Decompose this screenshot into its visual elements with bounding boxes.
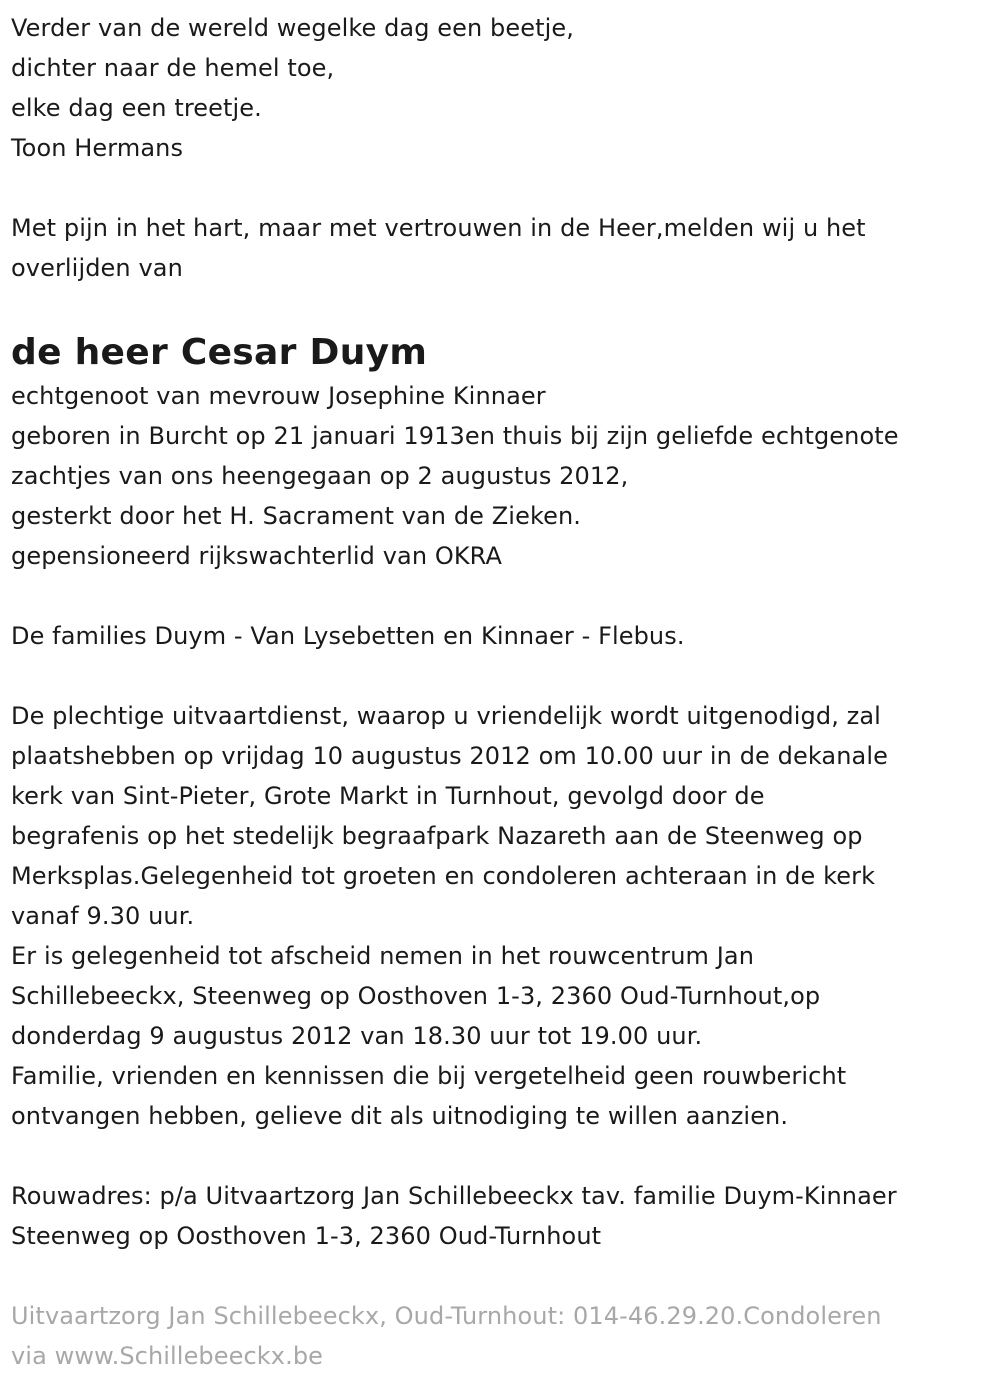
service-line: Er is gelegenheid tot afscheid nemen in het rouwcentrum Jan <box>11 942 755 970</box>
poem-line: elke dag een treetje. <box>11 94 262 122</box>
spacer <box>11 576 986 616</box>
intro <box>11 208 986 288</box>
poem-author: Toon Hermans <box>11 134 184 162</box>
service-line: De plechtige uitvaartdienst, waarop u vriendelijk wordt uitgenodigd, zal <box>11 702 881 730</box>
deceased-detail: zachtjes van ons heengegaan op 2 augustus 2012, <box>11 462 629 490</box>
service-line: kerk van Sint-Pieter, Grote Markt in Turnhout, gevolgd door de <box>11 782 765 810</box>
families <box>11 616 986 656</box>
service-line: Familie, vrienden en kennissen die bij vergetelheid geen rouwbericht <box>11 1062 847 1090</box>
service-line: Schillebeeckx, Steenweg op Oosthoven 1-3, 2360 Oud-Turnhout,op <box>11 982 821 1010</box>
deceased-detail: gepensioneerd rijkswachterlid van OKRA <box>11 542 503 570</box>
spacer <box>11 168 986 208</box>
address-line: Rouwadres: p/a Uitvaartzorg Jan Schillebeeckx tav. familie Duym-Kinnaer <box>11 1182 897 1210</box>
spacer <box>11 1256 986 1296</box>
deceased-name: de heer Cesar Duym <box>11 332 428 373</box>
deceased-detail: geboren in Burcht op 21 januari 1913en thuis bij zijn geliefde echtgenote <box>11 422 899 450</box>
mourning-address <box>11 1176 986 1256</box>
service-info <box>11 696 986 1136</box>
service-line: begrafenis op het stedelijk begraafpark Nazareth aan de Steenweg op <box>11 822 863 850</box>
deceased <box>11 326 986 576</box>
funeral-home-footer <box>11 1296 986 1376</box>
footer-line: Uitvaartzorg Jan Schillebeeckx, Oud-Turnhout: 014-46.29.20.Condoleren <box>11 1302 882 1330</box>
intro-line: Met pijn in het hart, maar met vertrouwen in de Heer,melden wij u het <box>11 214 866 242</box>
spacer <box>11 1136 986 1176</box>
spacer <box>11 656 986 696</box>
deceased-detail: gesterkt door het H. Sacrament van de Zieken. <box>11 502 581 530</box>
spacer <box>11 288 986 326</box>
service-line: ontvangen hebben, gelieve dit als uitnodiging te willen aanzien. <box>11 1102 789 1130</box>
address-line: Steenweg op Oosthoven 1-3, 2360 Oud-Turnhout <box>11 1222 602 1250</box>
footer-website-line: via www.Schillebeeckx.be <box>11 1342 324 1370</box>
poem <box>11 8 986 168</box>
families-line: De families Duym - Van Lysebetten en Kinnaer - Flebus. <box>11 622 685 650</box>
poem-line: Verder van de wereld wegelke dag een beetje, <box>11 14 574 42</box>
service-line: plaatshebben op vrijdag 10 augustus 2012 om 10.00 uur in de dekanale <box>11 742 888 770</box>
service-line: vanaf 9.30 uur. <box>11 902 195 930</box>
service-line: Merksplas.Gelegenheid tot groeten en condoleren achteraan in de kerk <box>11 862 876 890</box>
service-line: donderdag 9 augustus 2012 van 18.30 uur tot 19.00 uur. <box>11 1022 703 1050</box>
deceased-detail: echtgenoot van mevrouw Josephine Kinnaer <box>11 382 546 410</box>
intro-line: overlijden van <box>11 254 183 282</box>
poem-line: dichter naar de hemel toe, <box>11 54 335 82</box>
